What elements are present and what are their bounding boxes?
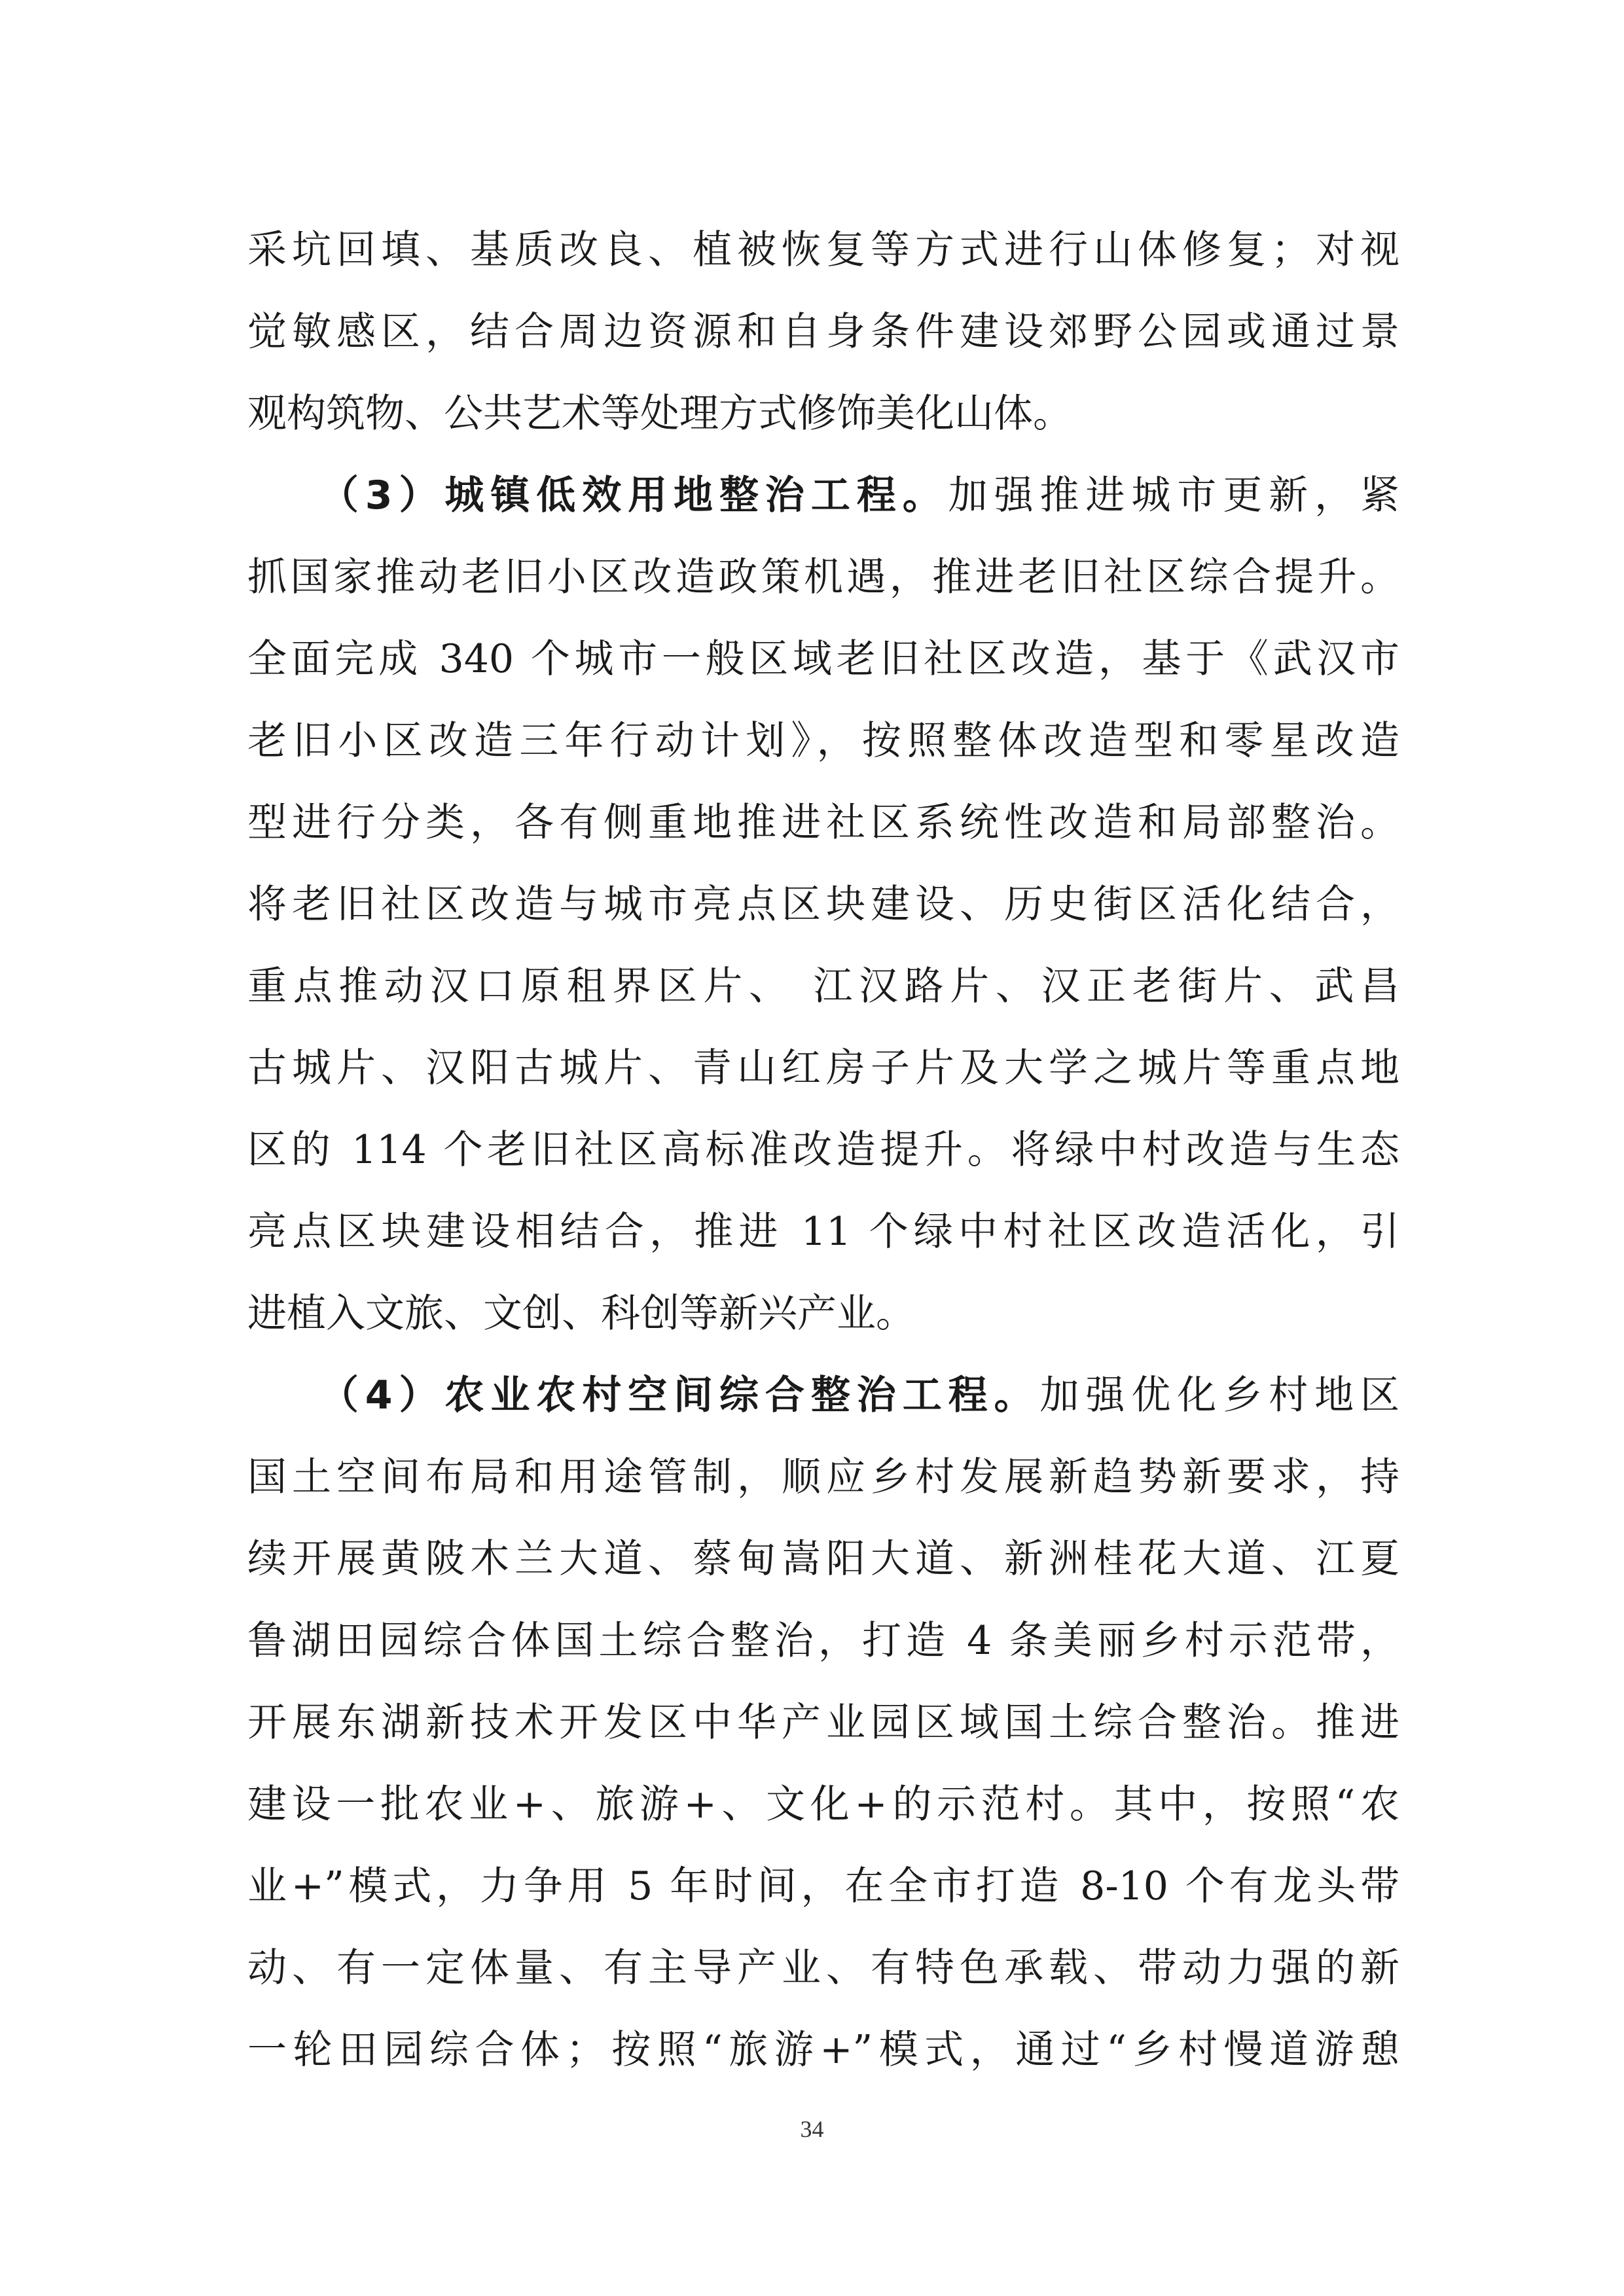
text-line — [247, 1928, 1399, 2009]
text-line — [247, 1600, 1399, 1682]
text-segment: 加强优化乡村地区 — [1039, 1372, 1400, 1418]
text-line — [247, 864, 1399, 946]
text-segment: 加强推进城市更新，紧 — [948, 473, 1400, 518]
text-segment: 古城片、汉阳古城片、青山红房子片及大学之城片等重点地 — [247, 1045, 1399, 1091]
text-segment: 型进行分类，各有侧重地推进社区系统性改造和局部整治。 — [247, 800, 1399, 846]
text-segment: 进植入文旅、文创、科创等新兴产业。 — [247, 1291, 915, 1336]
section-heading: （3）城镇低效用地整治工程。 — [247, 473, 948, 518]
text-segment: 觉敏感区，结合周边资源和自身条件建设郊野公园或通过景 — [247, 309, 1399, 355]
text-segment: 开展东湖新技术开发区中华产业园区域国土综合整治。推进 — [247, 1700, 1399, 1746]
text-segment: 区的 114 个老旧社区高标准改造提升。将绿中村改造与生态 — [247, 1127, 1399, 1173]
text-line — [247, 1109, 1399, 1191]
text-segment: 业+”模式，力争用 5 年时间，在全市打造 8-10 个有龙头带 — [247, 1863, 1399, 1909]
text-segment: 将老旧社区改造与城市亮点区块建设、历史街区活化结合， — [247, 882, 1399, 927]
text-segment: 重点推动汉口原租界区片、 江汉路片、汉正老街片、武昌 — [247, 963, 1399, 1009]
text-segment: 动、有一定体量、有主导产业、有特色承载、带动力强的新 — [247, 1945, 1399, 1991]
text-segment: 鲁湖田园综合体国土综合整治，打造 4 条美丽乡村示范带， — [247, 1618, 1399, 1664]
text-line — [247, 1191, 1399, 1273]
text-segment: 国土空间布局和用途管制，顺应乡村发展新趋势新要求，持 — [247, 1454, 1399, 1500]
text-line — [247, 291, 1399, 373]
text-line — [247, 537, 1399, 619]
page-number: 34 — [800, 2116, 824, 2142]
text-line — [247, 1682, 1399, 1764]
text-line — [247, 700, 1399, 782]
text-segment: 采坑回填、基质改良、植被恢复等方式进行山体修复；对视 — [247, 227, 1399, 273]
text-segment: 抓国家推动老旧小区改造政策机遇，推进老旧社区综合提升。 — [247, 554, 1399, 600]
text-line — [247, 2009, 1399, 2091]
text-line — [247, 1355, 1399, 1437]
text-line — [247, 1518, 1399, 1600]
body-text — [247, 209, 1399, 2091]
text-segment: 建设一批农业+、旅游+、文化+的示范村。其中，按照“农 — [247, 1782, 1399, 1827]
section-heading: （4）农业农村空间综合整治工程。 — [247, 1372, 1040, 1418]
text-segment: 一轮田园综合体；按照“旅游+”模式，通过“乡村慢道游憩 — [247, 2027, 1399, 2073]
text-segment: 全面完成 340 个城市一般区域老旧社区改造，基于《武汉市 — [247, 636, 1399, 682]
text-line — [247, 1273, 1399, 1355]
text-line — [247, 1764, 1399, 1846]
text-segment: 亮点区块建设相结合，推进 11 个绿中村社区改造活化，引 — [247, 1209, 1399, 1255]
text-line — [247, 1437, 1399, 1518]
text-segment: 老旧小区改造三年行动计划》，按照整体改造型和零星改造 — [247, 718, 1399, 764]
text-line — [247, 1846, 1399, 1928]
text-line — [247, 209, 1399, 291]
text-line — [247, 619, 1399, 700]
text-line — [247, 782, 1399, 864]
text-line — [247, 455, 1399, 537]
text-segment: 观构筑物、公共艺术等处理方式修饰美化山体。 — [247, 391, 1072, 437]
text-line — [247, 1028, 1399, 1109]
text-line — [247, 373, 1399, 455]
text-line — [247, 946, 1399, 1028]
text-segment: 续开展黄陂木兰大道、蔡甸嵩阳大道、新洲桂花大道、江夏 — [247, 1536, 1399, 1582]
